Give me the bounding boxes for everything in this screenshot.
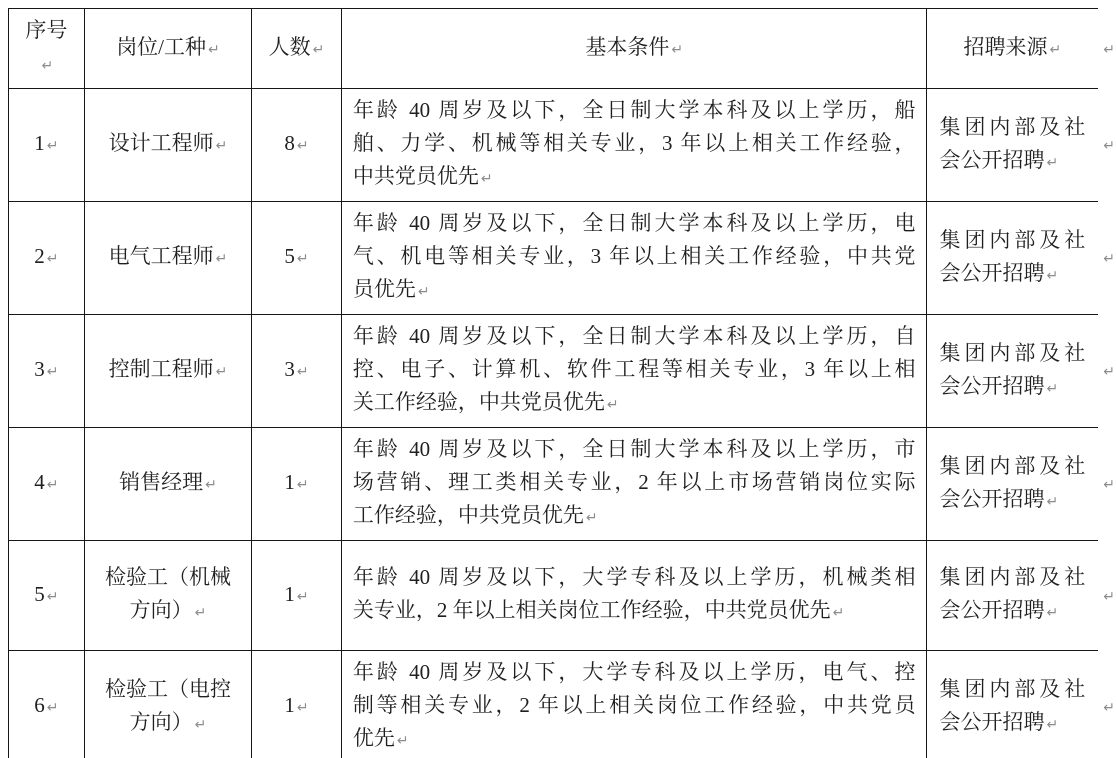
cell-text: 5 [34, 581, 45, 606]
text-line: 检验工（电控 [104, 676, 231, 701]
cell-count [252, 651, 342, 758]
text-line: 集团内部及社 [939, 227, 1086, 252]
text-line: 气、机电等相关专业，3 年以上相关工作经验，中共党 [352, 244, 916, 268]
cell-no [9, 428, 85, 541]
cell-text: 1 [284, 581, 295, 606]
cell-source [926, 89, 1098, 202]
text-line: 会公开招聘 ↵ [939, 260, 1059, 285]
recruitment-table [8, 8, 1116, 758]
row-end-gutter [1098, 541, 1115, 651]
paragraph-mark: ↵ [480, 171, 493, 187]
cell-conditions [341, 315, 926, 428]
cell-count [252, 89, 342, 202]
text-line: 会公开招聘 ↵ [939, 486, 1059, 511]
text-line: 年龄 40 周岁及以下，全日制大学本科及以上学历，电 [352, 211, 916, 235]
paragraph-mark: ↵ [46, 138, 59, 154]
cell-text: 1 [34, 131, 45, 155]
paragraph-mark: ↵ [46, 588, 59, 605]
text-line: 员优先 ↵ [352, 277, 430, 301]
cell-count [252, 541, 342, 651]
text-line: 控、电子、计算机、软件工程等相关专业，3 年以上相 [352, 357, 916, 381]
header-row [9, 9, 1116, 89]
text-line: 年龄 40 周岁及以下，大学专科及以上学历，机械类相 [352, 565, 916, 589]
cell-conditions [341, 428, 926, 541]
cell-no [9, 315, 85, 428]
paragraph-mark: ↵ [671, 41, 684, 58]
paragraph-mark: ↵ [1046, 154, 1059, 171]
cell-conditions [341, 541, 926, 651]
table-body [9, 89, 1116, 758]
text-line: 会公开招聘 ↵ [939, 709, 1059, 734]
cell-text: 1 [284, 470, 295, 494]
text-line: 会公开招聘 ↵ [939, 373, 1059, 398]
text-line: 电气工程师 ↵ [108, 244, 228, 268]
paragraph-mark: ↵ [208, 41, 220, 58]
text-line: 工作经验，中共党员优先 ↵ [352, 503, 598, 527]
text-line: 销售经理 ↵ [119, 470, 217, 494]
text-line: 优先 ↵ [352, 726, 409, 750]
row-end-mark: ↵ [1103, 41, 1115, 58]
paragraph-mark: ↵ [46, 477, 59, 493]
table-row [9, 89, 1116, 202]
text-line: 年龄 40 周岁及以下，大学专科及以上学历，电气、控 [352, 660, 916, 684]
cell-count [252, 428, 342, 541]
paragraph-mark: ↵ [296, 251, 309, 267]
table-row [9, 202, 1116, 315]
text-line: 制等相关专业，2 年以上相关岗位工作经验，中共党员 [352, 693, 916, 717]
text-line: 关专业，2 年以上相关岗位工作经验，中共党员优先 ↵ [352, 598, 845, 622]
cell-conditions [341, 89, 926, 202]
text-line: 年龄 40 周岁及以下，全日制大学本科及以上学历，自 [352, 324, 916, 348]
text-line: 设计工程师 ↵ [108, 131, 228, 155]
paragraph-mark: ↵ [1046, 493, 1059, 510]
text-line: 集团内部及社 [939, 676, 1086, 701]
paragraph-mark: ↵ [194, 716, 207, 733]
paragraph-mark: ↵ [296, 588, 309, 605]
cell-count [252, 315, 342, 428]
paragraph-mark: ↵ [46, 700, 59, 716]
cell-source [926, 315, 1098, 428]
cell-source [926, 428, 1098, 541]
header-position-label: 岗位/工种 [116, 34, 207, 59]
row-end-gutter [1098, 202, 1115, 315]
cell-no [9, 202, 85, 315]
paragraph-mark: ↵ [1046, 380, 1059, 397]
paragraph-mark: ↵ [312, 41, 325, 58]
header-no [9, 9, 85, 89]
text-line: 控制工程师 ↵ [108, 357, 228, 381]
paragraph-mark: ↵ [1046, 267, 1059, 284]
table-row [9, 541, 1116, 651]
text-line: 检验工（机械 [104, 565, 231, 589]
cell-position [84, 89, 251, 202]
table-row [9, 315, 1116, 428]
text-line: 关工作经验，中共党员优先 ↵ [352, 390, 619, 414]
paragraph-mark: ↵ [296, 138, 309, 154]
paragraph-mark: ↵ [46, 251, 59, 267]
cell-conditions [341, 202, 926, 315]
row-end-mark: ↵ [1103, 138, 1115, 154]
header-conditions [341, 9, 926, 89]
paragraph-mark: ↵ [417, 284, 430, 300]
cell-no [9, 651, 85, 758]
text-line: 集团内部及社 [939, 340, 1086, 365]
text-line: 中共党员优先 ↵ [352, 164, 493, 188]
cell-text: 4 [34, 470, 45, 494]
cell-position [84, 428, 251, 541]
header-count-label: 人数 [268, 34, 311, 59]
document-page [0, 8, 1116, 758]
text-line: 集团内部及社 [939, 114, 1086, 139]
cell-position [84, 541, 251, 651]
text-line: 集团内部及社 [939, 453, 1086, 478]
cell-text: 5 [284, 244, 295, 268]
paragraph-mark: ↵ [41, 58, 54, 74]
row-end-mark: ↵ [1103, 477, 1115, 493]
text-line: 年龄 40 周岁及以下，全日制大学本科及以上学历，市 [352, 437, 916, 461]
header-source [926, 9, 1098, 89]
paragraph-mark: ↵ [205, 477, 217, 493]
cell-no [9, 541, 85, 651]
text-line: 集团内部及社 [939, 565, 1086, 589]
paragraph-mark: ↵ [1046, 605, 1059, 621]
cell-text: 8 [284, 131, 295, 155]
row-end-gutter [1098, 89, 1115, 202]
cell-no [9, 89, 85, 202]
cell-source [926, 651, 1098, 758]
row-end-mark: ↵ [1103, 251, 1115, 267]
table-row [9, 428, 1116, 541]
header-count [252, 9, 342, 89]
row-end-gutter [1098, 651, 1115, 758]
paragraph-mark: ↵ [194, 605, 207, 621]
paragraph-mark: ↵ [215, 138, 228, 154]
row-end-mark: ↵ [1103, 588, 1115, 605]
cell-source [926, 541, 1098, 651]
header-no-label: 序号 [25, 18, 68, 42]
cell-text: 3 [34, 357, 45, 381]
paragraph-mark: ↵ [215, 251, 228, 267]
cell-position [84, 315, 251, 428]
paragraph-mark: ↵ [396, 733, 409, 749]
row-end-mark: ↵ [1103, 364, 1115, 380]
header-position [84, 9, 251, 89]
text-line: 方向） ↵ [129, 598, 207, 622]
cell-conditions [341, 651, 926, 758]
header-source-label: 招聘来源 [963, 34, 1048, 59]
cell-count [252, 202, 342, 315]
paragraph-mark: ↵ [46, 364, 59, 380]
cell-text: 2 [34, 244, 45, 268]
cell-position [84, 651, 251, 758]
cell-position [84, 202, 251, 315]
paragraph-mark: ↵ [296, 700, 309, 716]
text-line: 年龄 40 周岁及以下，全日制大学本科及以上学历，船 [352, 98, 916, 122]
text-line: 场营销、理工类相关专业，2 年以上市场营销岗位实际 [352, 470, 916, 494]
cell-text: 1 [284, 693, 295, 717]
text-line: 方向） ↵ [129, 709, 207, 734]
header-conditions-label: 基本条件 [585, 34, 670, 59]
paragraph-mark: ↵ [215, 364, 228, 380]
text-line: 舶、力学、机械等相关专业，3 年以上相关工作经验， [352, 131, 916, 155]
cell-text: 3 [284, 357, 295, 381]
table-row [9, 651, 1116, 758]
paragraph-mark: ↵ [1049, 41, 1062, 58]
text-line: 会公开招聘 ↵ [939, 598, 1059, 622]
cell-text: 6 [34, 693, 45, 717]
paragraph-mark: ↵ [832, 605, 845, 621]
row-end-mark: ↵ [1103, 700, 1115, 716]
text-line: 会公开招聘 ↵ [939, 147, 1059, 172]
row-end-gutter [1098, 315, 1115, 428]
cell-source [926, 202, 1098, 315]
paragraph-mark: ↵ [585, 510, 598, 526]
paragraph-mark: ↵ [296, 477, 309, 493]
paragraph-mark: ↵ [1046, 716, 1059, 733]
paragraph-mark: ↵ [606, 397, 619, 413]
paragraph-mark: ↵ [296, 364, 309, 380]
row-end-gutter [1098, 9, 1115, 89]
table-header [9, 9, 1116, 89]
row-end-gutter [1098, 428, 1115, 541]
